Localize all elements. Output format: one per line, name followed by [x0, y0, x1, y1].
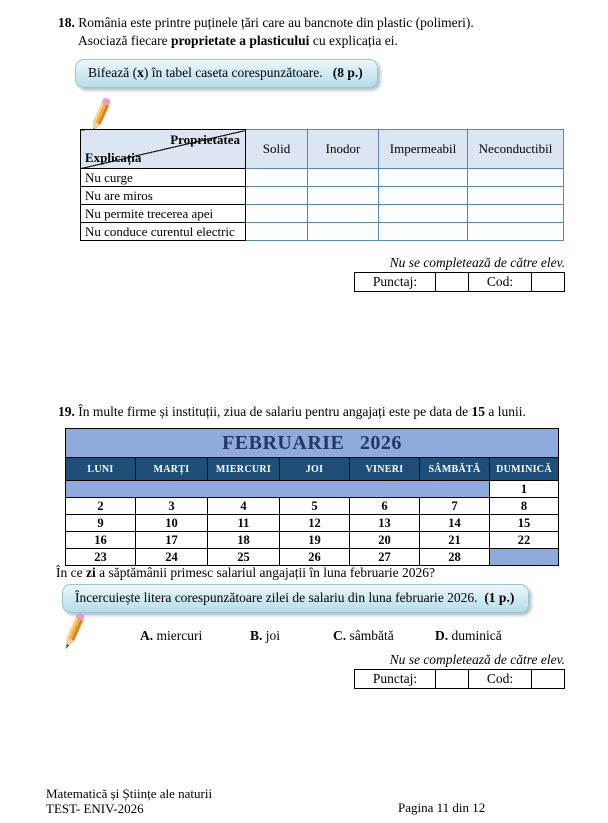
footer-page-number: Pagina 11 din 12	[398, 800, 486, 815]
calendar-date: 2	[66, 498, 136, 515]
option-d-letter: D.	[435, 628, 449, 643]
q19-question-bold: zi	[85, 565, 96, 580]
q19-question-post: a săptămânii primesc salariul angajații în luna februarie 2026?	[95, 565, 435, 580]
calendar-date: 16	[66, 532, 136, 549]
q18-answer-cell-0-solid[interactable]	[246, 169, 308, 187]
option-c-label: sâmbătă	[349, 628, 394, 643]
q18-box-x: x	[137, 65, 144, 80]
q18-col-neconductibil: Neconductibil	[468, 130, 564, 169]
q18-corner-proprietatea: Proprietatea	[170, 132, 240, 147]
option-c-letter: C.	[333, 628, 347, 643]
q18-answer-cell-0-inodor[interactable]	[308, 169, 379, 187]
calendar-date: 23	[66, 549, 136, 566]
q18-answer-cell-3-inodor[interactable]	[308, 223, 379, 241]
calendar-title: FEBRUARIE 2026	[66, 429, 559, 458]
calendar-week-4	[66, 532, 559, 549]
q18-answer-cell-0-neconductibil[interactable]	[468, 169, 564, 187]
option-a[interactable]	[140, 628, 250, 644]
q18-property-table	[80, 129, 564, 241]
day-sambata: SÂMBĂTĂ	[420, 458, 490, 481]
calendar-date: 14	[420, 515, 490, 532]
empty-days-cell	[66, 481, 490, 498]
q18-score-table	[354, 272, 565, 292]
calendar-date: 3	[136, 498, 208, 515]
q18-answer-cell-3-neconductibil[interactable]	[468, 223, 564, 241]
calendar-date: 13	[350, 515, 420, 532]
table-row	[81, 187, 564, 205]
footer-test-id: TEST- ENIV-2026	[46, 800, 144, 816]
calendar-date: 10	[136, 515, 208, 532]
calendar-date: 11	[208, 515, 280, 532]
calendar-week-5	[66, 549, 559, 566]
day-vineri: VINERI	[350, 458, 420, 481]
calendar-date: 5	[280, 498, 350, 515]
q18-box-points: (8 p.)	[332, 65, 363, 80]
day-luni: LUNI	[66, 458, 136, 481]
q18-answer-cell-2-impermeabil[interactable]	[379, 205, 468, 223]
q19-box-text: Încercuiește litera corespunzătoare zilei de salariu din luna februarie 2026.	[75, 590, 478, 605]
footer-subject: Matematică și Științe ale naturii	[46, 786, 213, 801]
q18-cod-label: Cod:	[469, 273, 532, 292]
q18-answer-cell-1-neconductibil[interactable]	[468, 187, 564, 205]
calendar-week-3	[66, 515, 559, 532]
calendar-day-header-row	[66, 458, 559, 481]
q19-options-row	[140, 628, 502, 644]
option-d-label: duminică	[451, 628, 502, 643]
calendar-date: 7	[420, 498, 490, 515]
q19-punctaj-label: Punctaj:	[355, 670, 436, 689]
calendar-date: 27	[350, 549, 420, 566]
q18-answer-cell-0-impermeabil[interactable]	[379, 169, 468, 187]
q19-number: 19.	[58, 404, 75, 419]
option-b-letter: B.	[250, 628, 263, 643]
q18-number: 18.	[58, 15, 75, 30]
q18-intro-text: România este printre puținele țări care au bancnote din plastic (polimeri).	[78, 15, 474, 30]
calendar-date: 20	[350, 532, 420, 549]
q18-col-inodor: Inodor	[308, 130, 379, 169]
calendar-date: 26	[280, 549, 350, 566]
footer-left	[46, 787, 212, 817]
q19-intro-line	[58, 403, 526, 421]
pencil-icon	[57, 610, 91, 652]
q18-col-solid: Solid	[246, 130, 308, 169]
q19-punctaj-box	[436, 670, 469, 689]
calendar-date: 24	[136, 549, 208, 566]
calendar-date: 12	[280, 515, 350, 532]
q18-col-impermeabil: Impermeabil	[379, 130, 468, 169]
q18-answer-cell-2-solid[interactable]	[246, 205, 308, 223]
q18-box-pre: Bifează (	[88, 65, 138, 80]
calendar-date-15: 15	[490, 515, 559, 532]
q18-row-label-2: Nu permite trecerea apei	[81, 205, 246, 223]
q19-score-table	[354, 669, 565, 689]
february-2026-calendar	[65, 428, 559, 566]
calendar-week-1	[66, 481, 559, 498]
option-a-letter: A.	[140, 628, 154, 643]
calendar-date: 4	[208, 498, 280, 515]
q18-punctaj-box	[436, 273, 469, 292]
empty-day-cell	[490, 549, 559, 566]
calendar-date: 25	[208, 549, 280, 566]
q18-cod-box	[532, 273, 565, 292]
q18-row-label-3: Nu conduce curentul electric	[81, 223, 246, 241]
table-row	[81, 169, 564, 187]
day-joi: JOI	[280, 458, 350, 481]
q19-intro-pre: În multe firme și instituții, ziua de salariu pentru angajați este pe data de	[78, 404, 472, 419]
q18-header-row	[81, 130, 564, 169]
option-b-label: joi	[265, 628, 281, 643]
q19-intro-bold: 15	[471, 404, 485, 419]
q18-intro2-bold: proprietate a plasticului	[170, 33, 310, 48]
calendar-date: 18	[208, 532, 280, 549]
calendar-date-1: 1	[490, 481, 559, 498]
q18-intro-line1	[58, 14, 474, 32]
q18-teacher-note: Nu se completează de către elev.	[389, 255, 565, 270]
q18-intro-line2	[78, 32, 398, 50]
calendar-date: 28	[420, 549, 490, 566]
q18-corner-cell	[81, 130, 246, 169]
option-a-label: miercuri	[156, 628, 203, 643]
q18-instruction-box	[75, 59, 378, 88]
calendar-date: 22	[490, 532, 559, 549]
day-marti: MARȚI	[136, 458, 208, 481]
q18-punctaj-label: Punctaj:	[355, 273, 436, 292]
q18-corner-explicatia: Explicația	[85, 150, 142, 165]
calendar-date: 19	[280, 532, 350, 549]
q18-box-mid: ) în tabel caseta corespunzătoare.	[143, 65, 323, 80]
q19-question-pre: În ce	[56, 565, 86, 580]
option-d[interactable]	[435, 628, 502, 644]
calendar-date: 9	[66, 515, 136, 532]
q19-box-points: (1 p.)	[484, 590, 515, 605]
q19-question-line	[56, 564, 435, 582]
q18-answer-cell-3-impermeabil[interactable]	[379, 223, 468, 241]
day-duminica: DUMINICĂ	[490, 458, 559, 481]
table-row	[81, 223, 564, 241]
q18-intro2-post: cu explicația ei.	[309, 33, 398, 48]
q18-answer-cell-2-inodor[interactable]	[308, 205, 379, 223]
calendar-date: 8	[490, 498, 559, 515]
option-c[interactable]	[333, 628, 435, 644]
q18-answer-cell-1-impermeabil[interactable]	[379, 187, 468, 205]
q18-row-label-0: Nu curge	[81, 169, 246, 187]
day-miercuri: MIERCURI	[208, 458, 280, 481]
q18-row-label-1: Nu are miros	[81, 187, 246, 205]
q18-answer-cell-3-solid[interactable]	[246, 223, 308, 241]
calendar-week-2	[66, 498, 559, 515]
q18-intro2-pre: Asociază fiecare	[78, 33, 171, 48]
q18-answer-cell-2-neconductibil[interactable]	[468, 205, 564, 223]
q19-instruction-box	[62, 584, 529, 613]
q19-cod-label: Cod:	[469, 670, 532, 689]
option-b[interactable]	[250, 628, 333, 644]
q18-answer-cell-1-inodor[interactable]	[308, 187, 379, 205]
calendar-date: 21	[420, 532, 490, 549]
q19-intro-post: a lunii.	[485, 404, 526, 419]
q19-cod-box	[532, 670, 565, 689]
calendar-date: 6	[350, 498, 420, 515]
q18-answer-cell-1-solid[interactable]	[246, 187, 308, 205]
calendar-date: 17	[136, 532, 208, 549]
q19-teacher-note: Nu se completează de către elev.	[389, 652, 565, 667]
table-row	[81, 205, 564, 223]
